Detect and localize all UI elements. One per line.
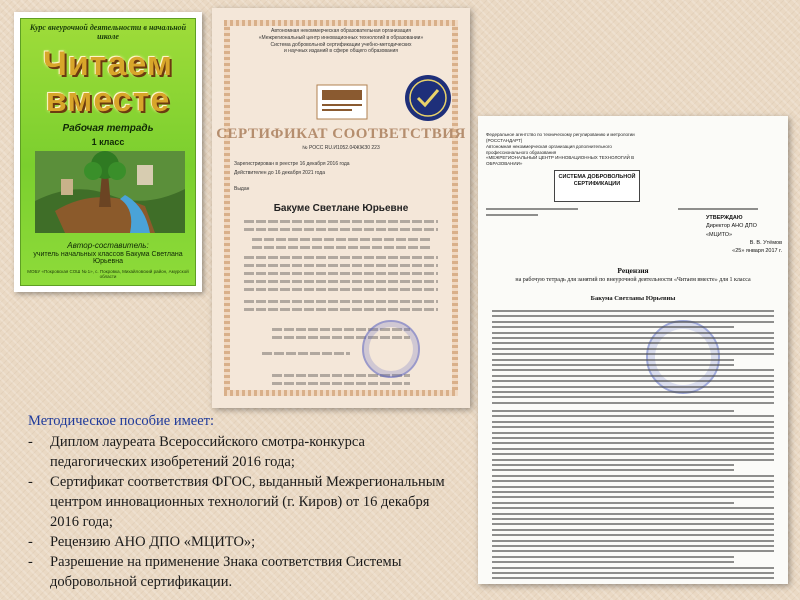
review-text-line: [492, 529, 774, 531]
certificate-text-line: [244, 280, 438, 283]
caption-item-text: Разрешение на применение Знака соответствия Системы добровольной сертификации.: [50, 554, 402, 590]
review-approve-line: В. В. Утёмов: [749, 239, 782, 246]
review-text-line: [492, 442, 774, 444]
caption-list-item: [28, 472, 446, 532]
book-subtitle: Рабочая тетрадь: [62, 123, 154, 134]
review-text-line: [492, 310, 774, 312]
review-letter-photo: [478, 116, 788, 584]
review-text-line: [492, 402, 774, 404]
certificate-org-line: и научных изданий в сфере общего образования: [284, 48, 398, 55]
caption-list-item: [28, 552, 446, 592]
review-text-line: [492, 380, 774, 382]
review-text-line: [492, 572, 774, 574]
review-text-line: [492, 556, 734, 558]
book-cover: [20, 18, 196, 286]
review-text-line: [492, 437, 774, 439]
review-approve-line: «25» января 2017 г.: [732, 248, 782, 254]
review-text-line: [492, 545, 774, 547]
certificate-number: № РОСС RU.И1052.04ЖЖЗ0 223: [302, 145, 380, 151]
review-text-line: [492, 432, 774, 434]
review-approve-title: УТВЕРЖДАЮ: [706, 215, 743, 221]
certificate-photo: [212, 8, 470, 408]
review-heading: Рецензия: [617, 266, 649, 275]
review-text-line: [492, 386, 774, 388]
review-text-line: [492, 353, 774, 355]
caption-list-item: [28, 532, 446, 552]
book-series-line: Курс внеурочной деятельности в начальной школе: [29, 23, 187, 41]
review-text-line: [492, 453, 774, 455]
review-text-line: [492, 342, 774, 344]
review-text-line: [492, 577, 774, 579]
review-text-line: [492, 337, 774, 339]
review-text-line: [492, 523, 774, 525]
certificate-dates: [234, 160, 434, 177]
book-footer: МОБУ «Покровская СОШ № 1», с. Покровка, Михайловский район, Амурской области: [27, 269, 189, 279]
review-certification-badge: [554, 170, 640, 202]
certificate-signature-line: [262, 352, 350, 355]
review-org-header: [486, 132, 646, 167]
review-text-line: [492, 359, 734, 361]
review-text-line: [492, 507, 774, 509]
review-text-line: [492, 396, 774, 398]
review-text-line: [492, 332, 774, 334]
bullet-dash: -: [28, 474, 33, 490]
review-text-line: [492, 391, 774, 393]
review-address-line: [486, 208, 578, 210]
caption-item-text: Рецензию АНО ДПО «МЦИТО»;: [50, 534, 256, 550]
certificate-stamp-icon: [362, 320, 420, 378]
bullet-dash: -: [28, 534, 33, 550]
caption-block: [28, 411, 446, 592]
review-text-line: [492, 448, 774, 450]
certificate-text-line: [272, 382, 410, 385]
review-text-line: [492, 550, 774, 552]
review-text-line: [492, 502, 734, 504]
review-text-line: [492, 421, 774, 423]
review-heading-sub: на рабочую тетрадь для занятий по внеурочной деятельности «Читаем вместе» для 1 класса: [515, 277, 751, 283]
review-text-line: [492, 567, 774, 569]
review-text-line: [492, 469, 734, 471]
review-org-line: «МЕЖРЕГИОНАЛЬНЫЙ ЦЕНТР ИННОВАЦИОННЫХ ТЕХНОЛОГИЙ В ОБРАЗОВАНИИ»: [486, 155, 635, 167]
book-illustration: [35, 151, 185, 233]
review-text-line: [492, 496, 774, 498]
caption-item-text: Сертификат соответствия ФГОС, выданный Межрегиональным центром инновационных технологий (г. Киров) от 16 декабря 2016 года;: [50, 474, 445, 530]
book-author-label: Автор-составитель:: [67, 241, 149, 250]
certificate-org-line: Система добровольной сертификации учебно-методических: [270, 41, 412, 48]
bullet-dash: -: [28, 434, 33, 450]
book-author: учитель начальных классов Бакума Светлана Юрьевна: [33, 251, 183, 265]
review-text-line: [492, 369, 774, 371]
review-text-line: [492, 426, 774, 428]
certificate-header: [252, 28, 430, 55]
book-title-line2: вместе: [45, 81, 171, 119]
certificate-org-line: «Межрегиональный центр инновационных технологий в образовании»: [258, 34, 424, 41]
caption-title: Методическое пособие имеет:: [28, 413, 215, 429]
review-approve-line: Директор АНО ДПО «МЦИТО»: [706, 223, 757, 238]
review-text-line: [492, 561, 734, 563]
review-text-line: [492, 491, 774, 493]
certificate-registered: Зарегистрирован в реестре 16 декабря 2016 года: [234, 161, 350, 167]
review-approval-block: [706, 214, 782, 255]
certificate-recipient: Бакуме Светлане Юрьевне: [273, 203, 409, 214]
certificate-org-line: Автономная некоммерческая образовательная организация: [271, 28, 411, 34]
certificate-text-line: [244, 308, 438, 311]
certificate-text-line: [244, 264, 438, 267]
review-text-line: [492, 459, 774, 461]
certificate-text-line: [252, 238, 430, 241]
certificate-text-line: [244, 220, 438, 223]
bullet-dash: -: [28, 554, 33, 570]
review-text-line: [492, 513, 774, 515]
review-text-line: [492, 375, 774, 377]
certificate-text-line: [244, 228, 438, 231]
review-text-line: [492, 326, 734, 328]
certificate-text-line: [244, 288, 438, 291]
review-text-line: [492, 534, 774, 536]
certificate-valid-until: Действителен до 16 декабря 2021 года: [234, 169, 325, 176]
certificate-issued-label: Выдан: [234, 186, 250, 192]
certificate-text-line: [252, 246, 430, 249]
certification-emblem-icon: [404, 74, 452, 122]
review-author: Бакума Светланы Юрьевны: [590, 295, 676, 302]
certificate-text-line: [244, 300, 438, 303]
review-text-line: [492, 486, 774, 488]
certificate-text-line: [244, 256, 438, 259]
review-text-line: [492, 540, 774, 542]
review-text-line: [492, 410, 734, 412]
certification-system-logo-icon: [316, 84, 368, 120]
review-text-line: [492, 518, 774, 520]
caption-list-item: [28, 432, 446, 472]
book-title-line1: Читаем: [43, 45, 173, 83]
review-text-line: [492, 415, 774, 417]
review-text-line: [492, 475, 774, 477]
review-text-line: [492, 321, 774, 323]
review-org-line: Автономная некоммерческая организация дополнительного профессионального образования: [486, 143, 612, 155]
caption-item-text: Диплом лауреата Всероссийского смотра-конкурса педагогических изобретений 2016 года;: [50, 434, 365, 470]
review-text-line: [492, 348, 774, 350]
review-badge-text: СИСТЕМА ДОБРОВОЛЬНОЙ СЕРТИФИКАЦИИ: [558, 174, 636, 188]
review-contact-line: [678, 208, 758, 210]
book-grade: 1 класс: [91, 137, 125, 147]
review-address-line: [486, 214, 538, 216]
review-text-line: [492, 480, 774, 482]
certificate-title: СЕРТИФИКАТ СООТВЕТСТВИЯ: [216, 126, 466, 142]
book-cover-photo: [14, 12, 202, 292]
review-text-line: [492, 364, 734, 366]
caption-list: [28, 432, 446, 592]
certificate-text-line: [244, 272, 438, 275]
review-text-line: [492, 464, 734, 466]
review-text-line: [492, 315, 774, 317]
review-org-line: Федеральное агентство по техническому регулированию и метрологии (РОССТАНДАРТ): [486, 132, 635, 143]
